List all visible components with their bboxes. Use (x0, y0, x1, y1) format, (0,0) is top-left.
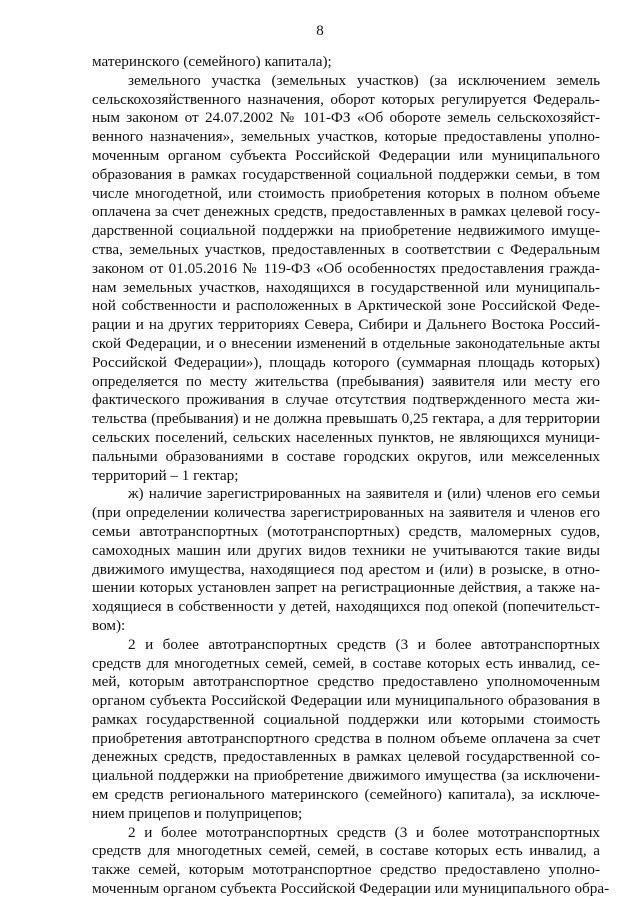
text-line: территорий – 1 гектар; (92, 466, 239, 484)
text-line: также семей, которым мототранспортное средство предоставлено уполно- (92, 861, 600, 879)
text-line: приобретения автотранспортного средства в полном объеме оплачена за счет (92, 729, 600, 747)
text-line: образования в рамках государственной социальной поддержки семьи, в том (92, 165, 600, 183)
text-line: нам земельных участков, находящихся в государственной или муниципаль- (92, 278, 600, 296)
text-line: рамках государственной социальной поддержки или которыми стоимость (92, 710, 600, 728)
page-number: 8 (316, 23, 324, 39)
text-line: дарственной социальной поддержки на приобретение недвижимого имуще- (92, 222, 600, 240)
text-line: ской Федерации, и о внесении изменений в отдельные законодательные акты (92, 334, 600, 352)
text-line: определяется по месту жительства (пребывания) заявителя или месту его (92, 372, 600, 390)
text-line: Российской Федерации»), площадь которого (суммарная площадь которых) (92, 353, 600, 371)
paragraph (92, 53, 600, 72)
text-line: шении которых установлен запрет на регистрационные действия, а также на- (92, 579, 600, 597)
text-line: органом субъекта Российской Федерации или муниципального образования в (92, 692, 600, 710)
text-line: мей, которым автотранспортное средство предоставлено уполномоченным (92, 673, 600, 691)
text-line: ным законом от 24.07.2002 № 101-ФЗ «Об обороте земель сельскохозяйст- (92, 109, 600, 127)
text-line: ем средств регионального материнского (семейного) капитала), за исключе- (92, 786, 600, 804)
text-line: 2 и более мототранспортных средств (3 и более мототранспортных (128, 823, 600, 841)
text-line: средств для многодетных семей, семей, в составе которых есть инвалид, се- (92, 654, 600, 672)
text-line: сельскохозяйственного назначения, оборот которых регулируется Федераль- (92, 90, 600, 108)
text-line: циальной поддержки на приобретение движимого имущества (за исключени- (92, 767, 600, 785)
text-line: венного назначения», земельных участков, которые предоставлены уполно- (92, 128, 600, 146)
text-line: ной собственности и расположенных в Арктической зоне Российской Феде- (92, 297, 600, 315)
text-line: моченным органом субъекта Российской Федерации или муниципального обра- (92, 880, 610, 898)
text-line: самоходных машин или других видов техники не учитываются такие виды (92, 541, 600, 559)
text-line: сельских поселений, сельских населенных пунктов, не являющихся муници- (92, 428, 600, 446)
text-line: денежных средств, предоставленных в рамках целевой государственной со- (92, 748, 600, 766)
text-line: моченным органом субъекта Российской Федерации или муниципального (92, 146, 600, 164)
text-line: числе многодетной, или стоимость приобретения которых в полном объеме (92, 184, 600, 202)
text-line: ходящиеся в собственности у детей, находящихся под опекой (попечительст- (92, 598, 600, 616)
paragraph (92, 72, 600, 486)
text-line: земельного участка (земельных участков) (за исключением земель (128, 71, 600, 89)
text-line: нием прицепов и полуприцепов; (92, 804, 303, 822)
text-line: законом от 01.05.2016 № 119-ФЗ «Об особенностях предоставления гражда- (92, 259, 600, 277)
document-body (92, 53, 610, 899)
text-line: ж) наличие зарегистрированных на заявителя и (или) членов его семьи (128, 485, 600, 503)
text-line: вом): (92, 616, 126, 634)
text-line: пальными образованиями в составе городских округов, или межселенных (92, 447, 600, 465)
text-line: тельства (пребывания) и не должна превышать 0,25 гектара, а для территории (92, 410, 600, 428)
text-line: ства, земельных участков, предоставленных в соответствии с Федеральным (92, 240, 600, 258)
paragraph (92, 485, 600, 635)
text-line: средств для многодетных семей, семей, в составе которых есть инвалид, а (92, 842, 600, 860)
paragraph (92, 636, 600, 824)
text-line: рации и на других территориях Севера, Сибири и Дальнего Востока Россий- (92, 316, 600, 334)
text-line: материнского (семейного) капитала); (92, 53, 332, 70)
paragraph (92, 823, 610, 899)
text-line: семьи автотранспортных (мототранспортных) средств, маломерных судов, (92, 522, 600, 540)
text-line: движимого имущества, находящиеся под арестом и (или) в розыске, в отно- (92, 560, 600, 578)
text-line: оплачена за счет денежных средств, предоставленных в рамках целевой госу- (92, 203, 600, 221)
text-line: 2 и более автотранспортных средств (3 и более автотранспортных (128, 635, 600, 653)
text-line: (при определении количества зарегистрированных на заявителя и членов его (92, 504, 600, 522)
text-line: фактического проживания в случае отсутствия подтвержденного места жи- (92, 391, 600, 409)
